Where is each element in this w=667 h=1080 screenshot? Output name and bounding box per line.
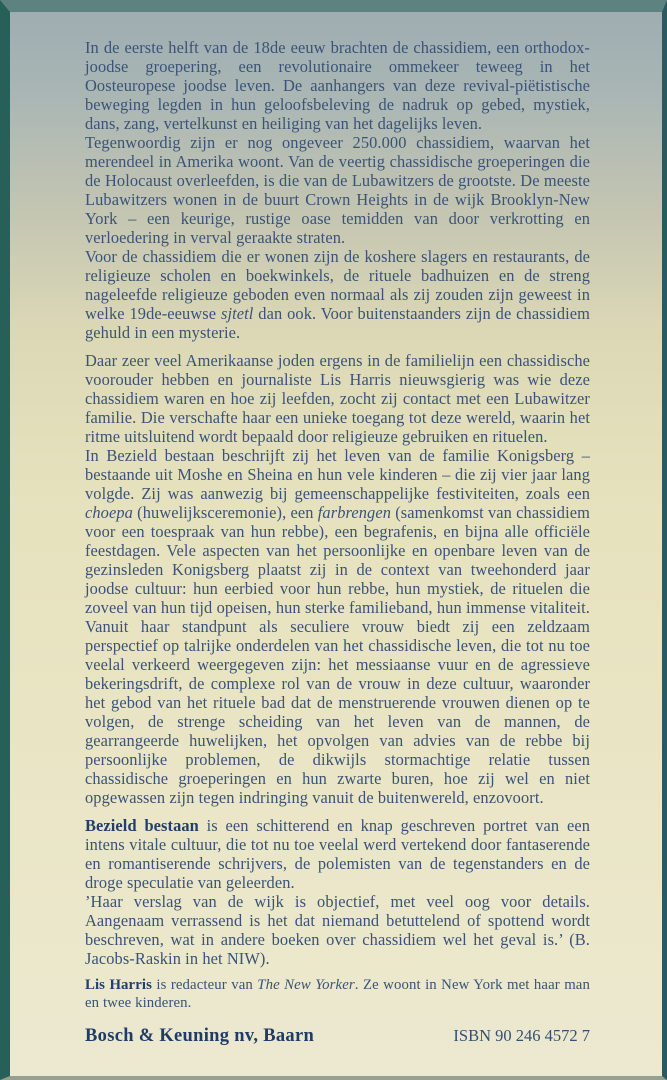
italic-text: choepa [85, 503, 133, 522]
italic-text: sjtetl [220, 304, 254, 323]
paragraph [85, 446, 590, 807]
body-text: dan ook. Voor buitenstaanders zijn de chassidiem gehuld in een mysterie. [85, 304, 591, 342]
emphasized-text: Bezield bestaan [85, 816, 199, 835]
cover-scuff [555, 0, 613, 10]
paragraph [85, 977, 590, 1012]
body-text: In de eerste helft van de 18de eeuw brachten de chassidiem, een orthodox-joodse groepering, een revolutionaire ommekeer teweeg in het Oosteuropese joodse leven. De aanhangers van deze revival-piëtistische beweging legden in hun geloofsbeleving de nadruk op gebed, mystiek, dans, zang, vertelkunst en heiliging van het dagelijks leven. [85, 38, 590, 133]
emphasized-text: Lis Harris [85, 977, 152, 993]
publisher: Bosch & Keuning nv, Baarn [85, 1026, 315, 1046]
isbn: ISBN 90 246 4572 7 [453, 1026, 590, 1045]
body-text: Daar zeer veel Amerikaanse joden ergens in de familielijn een chassidische voorouder hebben en journaliste Lis Harris nieuwsgierig was wie deze chassidiem waren en hoe zij leefden, zocht zij contact met een Lubawitzer familie. Die verschafte haar een unieke toegang tot deze wereld, waarin het ritme uitsluitend wordt bepaald door religieuze gebruiken en rituelen. [85, 351, 590, 446]
blurb [85, 38, 590, 1012]
body-text: ’Haar verslag van de wijk is objectief, met veel oog voor details. Aangenaam verrassend is het dat niemand betuttelend of spottend wordt beschreven, wat in andere boeken over chassidiem wel het geval is.’ (B. Jacobs-Raskin in het NIW). [85, 892, 590, 968]
body-text: Voor de chassidiem die er wonen zijn de koshere slagers en restaurants, de religieuze scholen en boekwinkels, de rituele badhuizen en de streng nageleefde religieuze geboden even normaal als zij zouden zijn geweest in welke 19de-eeuwse [85, 247, 590, 323]
paragraph [85, 247, 590, 342]
body-text: (samenkomst van chassidiem voor een toespraak van hun rebbe), een begrafenis, en bijna alle officiële feestdagen. Vele aspecten van het persoonlijke en openbare leven van de gezinsleden Konigsberg plaatst zij in de context van tweehonderd jaar joodse cultuur: hun eerbied voor hun rebbe, hun mystiek, de rituelen die zoveel van hun tijd opeisen, hun sterke familieband, hun immense vitaliteit. Vanuit haar standpunt als seculiere vrouw biedt zij een zeldzaam perspectief op talrijke onderdelen van het chassidische leven, die tot nu toe veelal verkeerd weergegeven zijn: het messiaanse vuur en de agressieve bekeringsdrift, de complexe rol van de vrouw in deze cultuur, waaronder het gebod van het rituele bad dat de menstruerende vrouwen dienen op te volgen, de strenge scheiding van het leven van de mannen, de gearrangeerde huwelijken, het opvolgen van advies van de rebbe bij persoonlijke problemen, de dikwijls stormachtige relatie tussen chassidische groeperingen en hun zwarte buren, hoe zij wel en niet opgewassen zijn tegen indringing vanuit de buitenwereld, enzovoort. [85, 503, 590, 807]
body-text: is een schitterend en knap geschreven portret van een intens vitale cultuur, die tot nu toe veelal werd vertekend door fantaserende en romantiserende schrijvers, de polemisten van de tegenstanders en de droge speculatie van geleerden. [85, 816, 591, 892]
paragraph [85, 133, 590, 247]
body-text: In Bezield bestaan beschrijft zij het leven van de familie Konigsberg – bestaande uit Moshe en Sheina en hun vele kinderen – die zij vier jaar lang volgde. Zij was aanwezig bij gemeenschappelijke festiviteiten, zoals een [85, 446, 590, 503]
paragraph [85, 38, 590, 133]
body-text: . Ze woont in New York met haar man en twee kinderen. [85, 977, 590, 1011]
photo-edge-light [0, 0, 3, 1080]
body-text: (huwelijksceremonie), een [132, 503, 318, 522]
body-text: Tegenwoordig zijn er nog ongeveer 250.000 chassidiem, waarvan het merendeel in Amerika woont. Van de veertig chassidische groeperingen die de Holocaust overleefden, is die van de Lubawitzers de grootste. De meeste Lubawitzers wonen in de buurt Crown Heights in de wijk Brooklyn-New York – een keurige, rustige oase temidden van door verkrotting en verloedering in verval geraakte straten. [85, 133, 590, 247]
italic-text: farbrengen [317, 503, 391, 522]
paragraph [85, 351, 590, 446]
paragraph [85, 816, 590, 892]
italic-text: The New Yorker [257, 977, 355, 993]
body-text: is redacteur van [151, 977, 258, 993]
footer [85, 1026, 590, 1047]
paragraph [85, 892, 590, 968]
